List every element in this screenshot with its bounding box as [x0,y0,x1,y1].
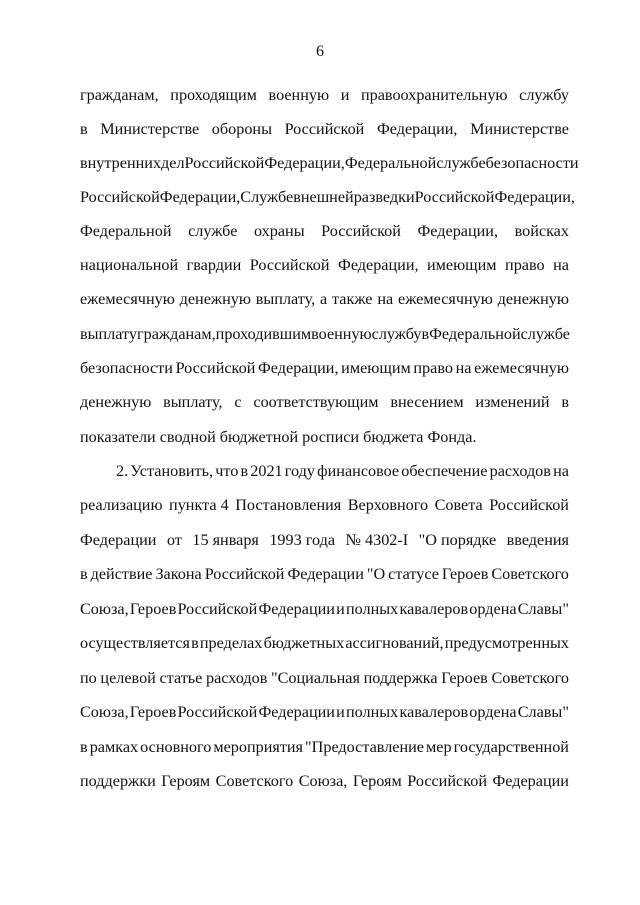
word: Славы" [517,703,569,721]
word: показатели [80,428,156,446]
word: разведки [353,188,415,206]
text-line [80,220,569,242]
word: пункта 4 [169,496,229,514]
word: Федерации [492,772,569,790]
word: Российской [177,600,258,618]
word: полных [346,600,399,618]
word: также [332,290,373,308]
word: Федерации [287,565,364,583]
word: Федерации, [376,120,458,138]
word: росписи [302,428,360,446]
word: службе [520,325,570,343]
word: внутренних [80,154,162,172]
word: Установить, [130,462,214,480]
word: гвардии [186,256,242,274]
word: 1993 года [269,531,336,549]
word: основного [140,738,212,756]
word: Российской [284,120,365,138]
word: военную [268,86,330,104]
text-line [80,254,569,276]
word: в [191,634,199,652]
word: Российской [249,256,330,274]
word: на [553,256,569,274]
word: Славы" [517,600,569,618]
word: выплату, [163,393,223,411]
word: изменений [475,393,550,411]
text-line [80,494,569,516]
word: Российской [204,565,285,583]
text-line [80,391,569,413]
word: службе [436,154,486,172]
word: рамках [89,738,139,756]
text-line [80,563,569,585]
word: Федерации [80,531,157,549]
word: в [80,120,88,138]
text-line [80,118,569,140]
word: Российской [321,222,401,240]
word: Российской [184,154,265,172]
word: Российской [414,188,495,206]
word: расходов [489,462,551,480]
word: 2021 [250,462,283,480]
word: Российской [177,703,258,721]
word: Совета [434,496,483,514]
word: что [215,462,239,480]
word: и [340,86,350,104]
word: "О порядке [418,531,497,549]
word: Героев [129,703,177,721]
word: Героям [161,772,211,790]
page-number: 6 [316,43,324,60]
word: денежную [80,393,152,411]
word: мер [426,738,452,756]
word: право [413,359,453,377]
word: ордена [469,600,517,618]
word: Федерации, [338,256,419,274]
word: безопасности [80,359,173,377]
text-line [80,598,569,620]
word: выплату, [255,290,316,308]
word: статье [159,669,203,687]
word: национальной [80,256,179,274]
word: ордена [469,703,517,721]
word: финансовое [317,462,400,480]
word: Федерации, [264,154,345,172]
word: Постановления [235,496,342,514]
text-line [80,701,569,723]
text-line [80,632,569,654]
word: бюджетной [219,428,299,446]
word: Федеральной [80,222,172,240]
word: Советского [491,565,569,583]
word: бюджета [363,428,424,446]
text-line [80,152,579,174]
word: денежную [497,290,569,308]
text-line [80,736,569,758]
word: бюджетных [263,634,345,652]
word: проходившим [215,325,312,343]
word: Федерации [258,600,335,618]
word: Федеральной [429,325,521,343]
word: на [553,462,569,480]
word: Российской [80,188,160,206]
word: на [377,290,394,308]
word: обороны [211,120,272,138]
word: войсках [514,222,569,240]
word: ежемесячную [398,290,493,308]
word: Фонда. [427,428,477,446]
word: по [80,669,97,687]
word: кавалеров [399,703,469,721]
word: 2. [116,462,129,480]
text-line [80,323,569,345]
word: мероприятия [213,738,304,756]
text-line [80,186,575,208]
word: введения [506,531,569,549]
word: № 4302-I [345,531,409,549]
word: внесением [390,393,464,411]
word: Союза, [80,600,129,618]
word: охраны [253,222,305,240]
word: Российской [407,772,487,790]
word: "О [366,565,386,583]
word: Федерации, [258,359,339,377]
word: на [455,359,472,377]
word: и [336,600,345,618]
word: внешней [293,188,354,206]
word: Верховного [347,496,429,514]
word: право [505,256,545,274]
text-line [80,426,569,448]
word: Закона [155,565,202,583]
word: Героев [129,600,177,618]
text-line [80,667,569,689]
word: пределах [199,634,263,652]
word: "Предоставление [305,738,424,756]
text-line [116,460,569,482]
word: целевой [100,669,156,687]
word: "Социальная [271,669,360,687]
word: году [284,462,315,480]
word: расходов [206,669,268,687]
text-line [80,357,569,379]
word: в [80,738,88,756]
word: соответствующим [253,393,379,411]
word: службу [371,325,422,343]
word: ежемесячную [80,290,175,308]
text-line [80,84,569,106]
word: дел [161,154,185,172]
word: осуществляется [80,634,190,652]
word: ежемесячную [474,359,569,377]
word: Героям [352,772,402,790]
text-line [80,770,569,792]
word: правоохранительную [360,86,508,104]
word: полных [346,703,399,721]
word: с [234,393,242,411]
word: Советского [215,772,294,790]
word: сводной [159,428,216,446]
word: Федерации [258,703,335,721]
word: проходящим [170,86,257,104]
word: обеспечение [401,462,488,480]
word: в [561,393,569,411]
word: поддержки [80,772,156,790]
word: а [320,290,328,308]
word: Федерации, [159,188,241,206]
word: 15 января [192,531,259,549]
text-line [80,529,569,551]
word: ассигнований, [345,634,444,652]
word: имеющим [341,359,411,377]
word: и [336,703,345,721]
word: от [166,531,182,549]
word: имеющим [427,256,497,274]
word: статусе [388,565,439,583]
word: гражданам, [136,325,216,343]
word: государственной [453,738,569,756]
word: Федеральной [344,154,437,172]
word: Российской [175,359,256,377]
word: действие [90,565,153,583]
word: службе [188,222,238,240]
word: военную [311,325,372,343]
text-line [80,288,569,310]
word: Федерации, [494,188,575,206]
word: Союза, [80,703,129,721]
word: в [421,325,430,343]
word: денежную [179,290,251,308]
word: Союза, [298,772,348,790]
word: в [80,565,88,583]
word: Российской [489,496,569,514]
word: кавалеров [399,600,469,618]
word: Советского [491,669,569,687]
word: в [240,462,249,480]
word: Героев [441,565,489,583]
word: Министерстве [470,120,569,138]
word: Героев [441,669,488,687]
word: предусмотренных [444,634,569,652]
word: поддержка [363,669,438,687]
word: реализацию [80,496,163,514]
word: Службе [240,188,294,206]
word: гражданам, [80,86,159,104]
word: безопасности [485,154,579,172]
word: Федерации, [417,222,499,240]
word: службу [519,86,569,104]
word: выплату [80,325,137,343]
word: Министерстве [100,120,200,138]
